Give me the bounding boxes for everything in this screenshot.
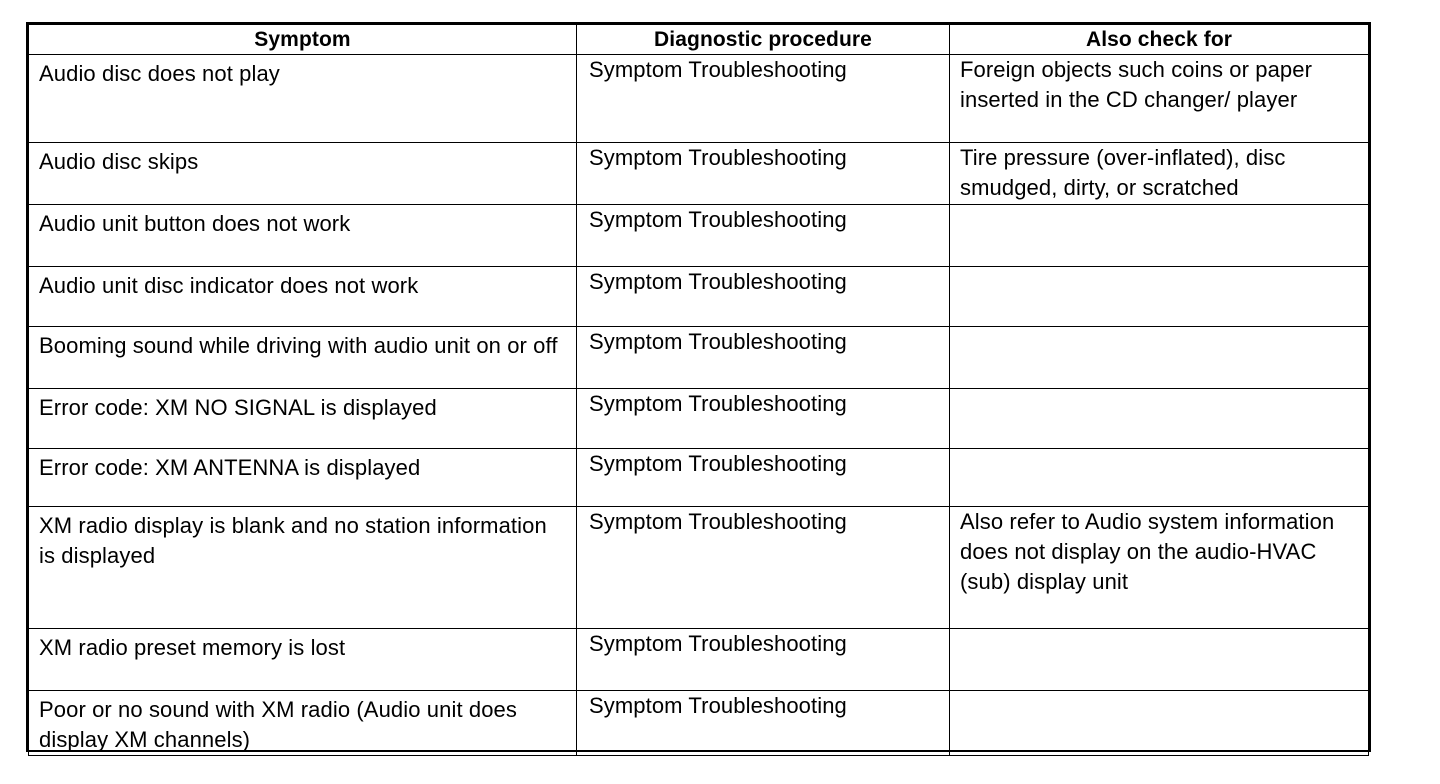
header-diagnostic-procedure: Diagnostic procedure bbox=[577, 25, 950, 55]
symptom-cell: Poor or no sound with XM radio (Audio unit does display XM channels) bbox=[29, 691, 577, 756]
also-check-cell bbox=[950, 267, 1369, 327]
table-row bbox=[29, 267, 1369, 327]
symptom-cell: XM radio display is blank and no station information is displayed bbox=[29, 507, 577, 629]
symptom-cell: Error code: XM ANTENNA is displayed bbox=[29, 449, 577, 507]
symptom-cell: Audio unit disc indicator does not work bbox=[29, 267, 577, 327]
table-row bbox=[29, 507, 1369, 629]
procedure-cell: Symptom Troubleshooting bbox=[577, 327, 950, 389]
procedure-cell: Symptom Troubleshooting bbox=[577, 205, 950, 267]
table-row bbox=[29, 205, 1369, 267]
symptom-cell: Audio disc does not play bbox=[29, 55, 577, 143]
table-row bbox=[29, 327, 1369, 389]
also-check-cell bbox=[950, 327, 1369, 389]
also-check-cell bbox=[950, 205, 1369, 267]
symptom-cell: Error code: XM NO SIGNAL is displayed bbox=[29, 389, 577, 449]
table-row bbox=[29, 691, 1369, 756]
table-row bbox=[29, 389, 1369, 449]
symptom-cell: Audio unit button does not work bbox=[29, 205, 577, 267]
also-check-cell bbox=[950, 629, 1369, 691]
procedure-cell: Symptom Troubleshooting bbox=[577, 389, 950, 449]
table-row bbox=[29, 143, 1369, 205]
header-also-check-for: Also check for bbox=[950, 25, 1369, 55]
troubleshooting-table-container bbox=[26, 22, 1371, 752]
also-check-cell: Tire pressure (over-inflated), disc smudged, dirty, or scratched bbox=[950, 143, 1369, 205]
also-check-cell: Also refer to Audio system information does not display on the audio-HVAC (sub) display unit bbox=[950, 507, 1369, 629]
symptom-cell: XM radio preset memory is lost bbox=[29, 629, 577, 691]
also-check-cell bbox=[950, 389, 1369, 449]
procedure-cell: Symptom Troubleshooting bbox=[577, 143, 950, 205]
table-row bbox=[29, 55, 1369, 143]
symptom-cell: Booming sound while driving with audio unit on or off bbox=[29, 327, 577, 389]
procedure-cell: Symptom Troubleshooting bbox=[577, 507, 950, 629]
table-row bbox=[29, 629, 1369, 691]
procedure-cell: Symptom Troubleshooting bbox=[577, 55, 950, 143]
header-row bbox=[29, 25, 1369, 55]
procedure-cell: Symptom Troubleshooting bbox=[577, 629, 950, 691]
procedure-cell: Symptom Troubleshooting bbox=[577, 691, 950, 756]
header-symptom: Symptom bbox=[29, 25, 577, 55]
also-check-cell: Foreign objects such coins or paper inserted in the CD changer/ player bbox=[950, 55, 1369, 143]
procedure-cell: Symptom Troubleshooting bbox=[577, 449, 950, 507]
procedure-cell: Symptom Troubleshooting bbox=[577, 267, 950, 327]
also-check-cell bbox=[950, 449, 1369, 507]
table-row bbox=[29, 449, 1369, 507]
also-check-cell bbox=[950, 691, 1369, 756]
troubleshooting-table bbox=[28, 24, 1369, 756]
symptom-cell: Audio disc skips bbox=[29, 143, 577, 205]
